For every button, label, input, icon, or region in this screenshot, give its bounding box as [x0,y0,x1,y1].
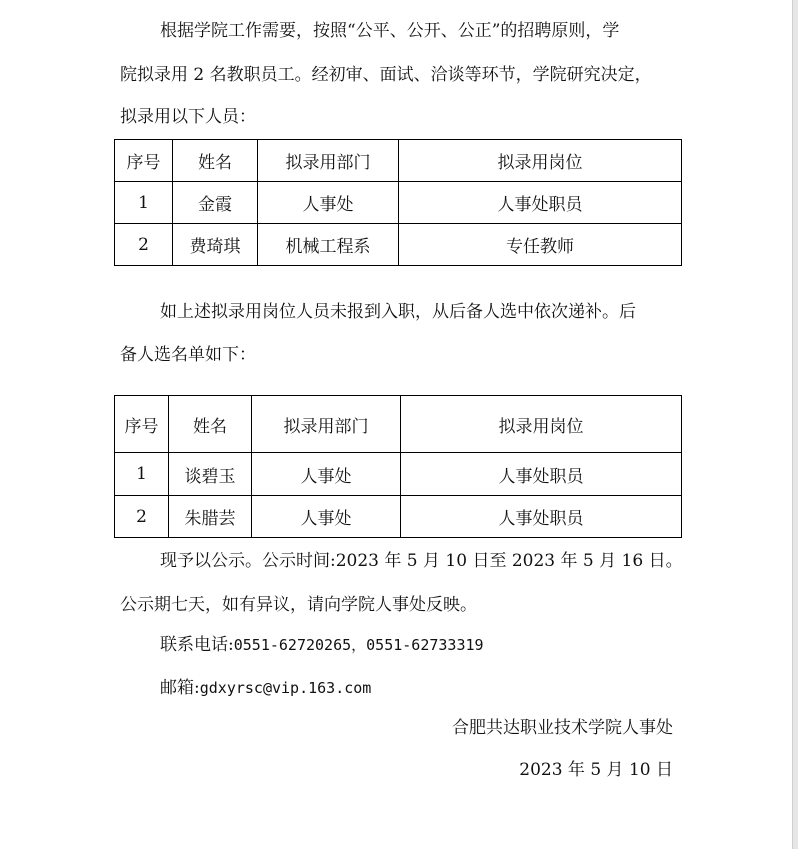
table-cell: 人事处 [252,453,401,496]
backup-line-2: 备人选名单如下： [120,345,256,365]
table-cell: 2 [115,224,173,266]
table-header-row [115,396,682,453]
intro-line-2: 院拟录用 2 名教职员工。经初审、面试、洽谈等环节，学院研究决定， [120,65,652,85]
backup-table [114,395,682,538]
table-row [115,182,682,224]
email-value: gdxyrsc@vip.163.com [199,679,372,697]
table-cell: 谈碧玉 [169,453,252,496]
phone-label: 联系电话: [160,635,234,655]
table-cell: 机械工程系 [258,224,399,266]
table-cell: 人事处职员 [399,182,682,224]
phone-value: 0551-62720265，0551-62733319 [233,636,484,654]
backup-line-1: 如上述拟录用岗位人员未报到入职，从后备人选中依次递补。后 [160,302,636,322]
table-row [115,224,682,266]
table-cell: 1 [115,453,169,496]
table-cell: 专任教师 [399,224,682,266]
header-cell: 序号 [115,140,173,182]
header-cell: 拟录用部门 [258,140,399,182]
header-cell: 拟录用部门 [252,396,401,453]
intro-line-3: 拟录用以下人员： [120,107,256,127]
table-row [115,496,682,538]
signature-date: 2023 年 5 月 10 日 [519,760,673,780]
signature-org: 合肥共达职业技术学院人事处 [452,718,673,738]
table-cell: 朱腊芸 [169,496,252,538]
header-cell: 姓名 [173,140,258,182]
table-cell: 2 [115,496,169,538]
notice-line-2: 公示期七天，如有异议，请向学院人事处反映。 [120,595,477,615]
table-cell: 人事处职员 [401,453,682,496]
table-row [115,453,682,496]
table-header-row [115,140,682,182]
page-edge [792,0,798,849]
table-cell: 费琦琪 [173,224,258,266]
phone-line [160,630,484,655]
header-cell: 序号 [115,396,169,453]
hire-table [114,139,682,266]
table-cell: 1 [115,182,173,224]
header-cell: 姓名 [169,396,252,453]
header-cell: 拟录用岗位 [399,140,682,182]
intro-line-1: 根据学院工作需要，按照“公平、公开、公正”的招聘原则，学 [160,21,620,41]
table-cell: 金霞 [173,182,258,224]
email-label: 邮箱: [160,678,200,698]
notice-line-1: 现予以公示。公示时间:2023 年 5 月 10 日至 2023 年 5 月 16 日。 [160,551,683,571]
table-cell: 人事处 [252,496,401,538]
table-cell: 人事处职员 [401,496,682,538]
email-line [160,673,371,698]
table-cell: 人事处 [258,182,399,224]
header-cell: 拟录用岗位 [401,396,682,453]
